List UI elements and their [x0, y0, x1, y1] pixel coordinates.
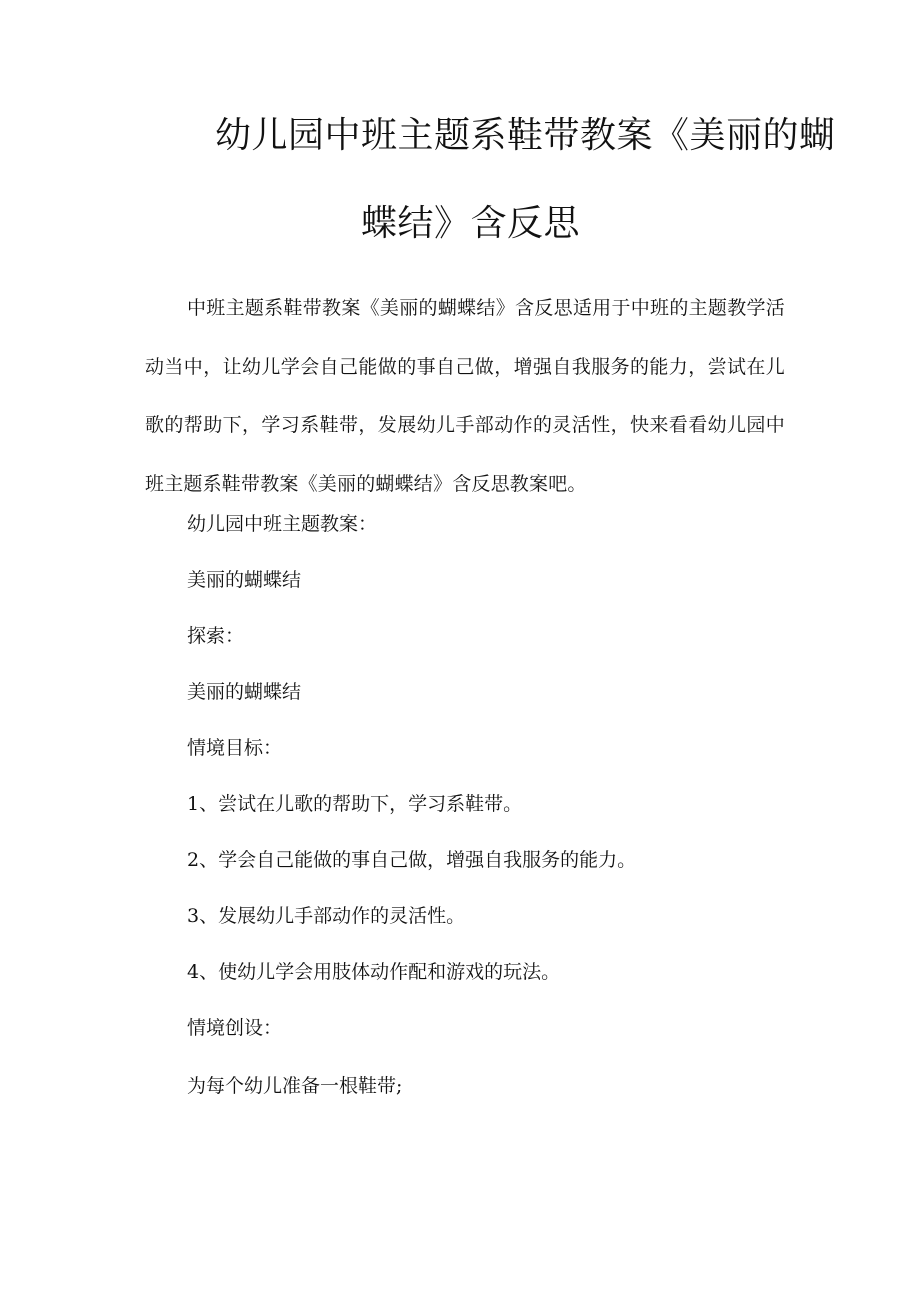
paragraph-lesson-name: 美丽的蝴蝶结: [187, 569, 302, 591]
list-item-goal-3: 3、发展幼儿手部动作的灵活性。: [187, 905, 466, 927]
paragraph-lesson-plan-heading: 幼儿园中班主题教案：: [187, 513, 378, 535]
document-title-line-1: 幼儿园中班主题系鞋带教案《美丽的蝴: [215, 115, 836, 156]
intro-paragraph: 中班主题系鞋带教案《美丽的蝴蝶结》含反思适用于中班的主题教学活动当中，让幼儿学会自己能做的事自己做，增强自我服务的能力，尝试在儿歌的帮助下，学习系鞋带，发展幼儿手部动作的灵活性，快来看看幼儿园中班主题系鞋带教案《美丽的蝴蝶结》含反思教案吧。: [145, 297, 785, 495]
list-item-goal-4: 4、使幼儿学会用肢体动作配和游戏的玩法。: [187, 961, 561, 983]
paragraph-explore-name: 美丽的蝴蝶结: [187, 681, 302, 703]
paragraph-setup-item: 为每个幼儿准备一根鞋带;: [187, 1075, 403, 1097]
paragraph-explore-label: 探索：: [187, 625, 245, 647]
list-item-goal-2: 2、学会自己能做的事自己做，增强自我服务的能力。: [187, 849, 637, 871]
paragraph-goals-heading: 情境目标：: [187, 737, 283, 759]
document-title-line-2: 蝶结》含反思: [361, 203, 581, 244]
list-item-goal-1: 1、尝试在儿歌的帮助下，学习系鞋带。: [187, 793, 523, 815]
paragraph-setup-heading: 情境创设：: [187, 1017, 283, 1039]
